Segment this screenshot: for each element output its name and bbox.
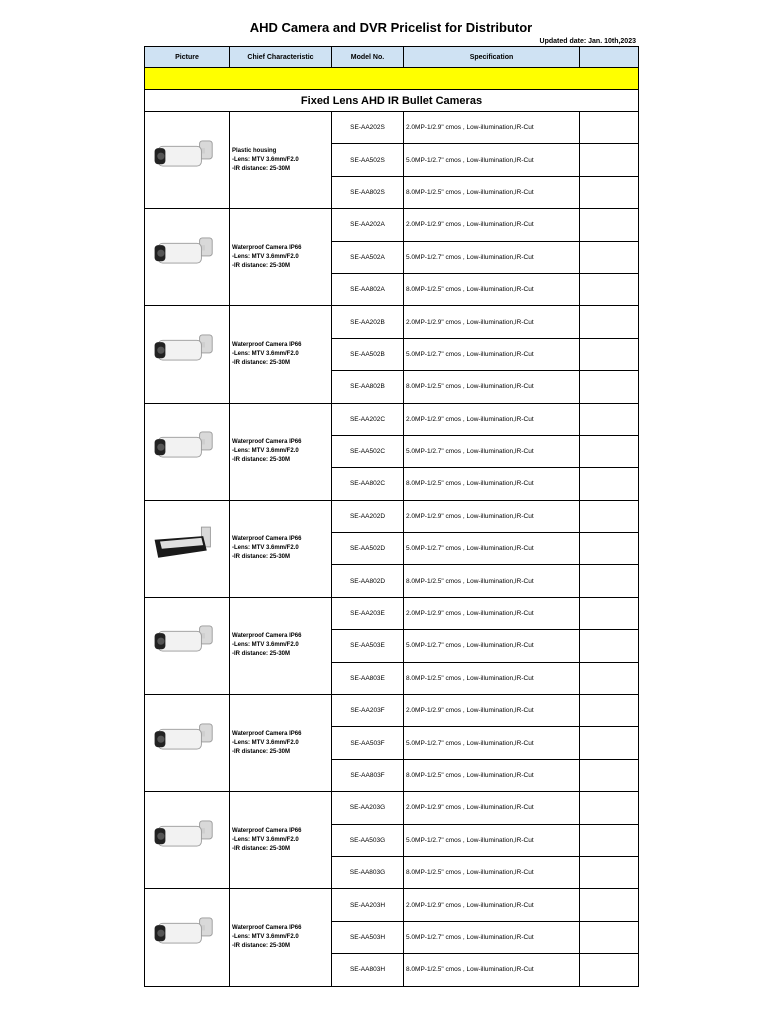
price-cell [580, 727, 639, 759]
price-cell [580, 403, 639, 435]
price-cell [580, 273, 639, 305]
highlight-row [145, 68, 639, 90]
specification: 5.0MP-1/2.7" cmos , Low-illumination,IR-Cut [404, 727, 580, 759]
model-number: SE-AA503H [332, 921, 404, 953]
price-cell [580, 209, 639, 241]
model-number: SE-AA202B [332, 306, 404, 338]
chief-characteristic [230, 306, 332, 403]
table-row [145, 306, 639, 338]
model-number: SE-AA502A [332, 241, 404, 273]
product-picture [145, 597, 230, 694]
model-number: SE-AA802S [332, 176, 404, 208]
specification: 5.0MP-1/2.7" cmos , Low-illumination,IR-Cut [404, 921, 580, 953]
price-cell [580, 112, 639, 144]
price-cell [580, 176, 639, 208]
specification: 8.0MP-1/2.5" cmos , Low-illumination,IR-Cut [404, 273, 580, 305]
price-cell [580, 338, 639, 370]
model-number: SE-AA202C [332, 403, 404, 435]
model-number: SE-AA502S [332, 144, 404, 176]
chief-characteristic [230, 889, 332, 986]
model-number: SE-AA802A [332, 273, 404, 305]
header-row [145, 47, 639, 68]
characteristic-line: Waterproof Camera IP66 [232, 244, 302, 251]
chief-characteristic [230, 209, 332, 306]
col-picture: Picture [145, 47, 230, 68]
model-number: SE-AA802B [332, 371, 404, 403]
price-cell [580, 435, 639, 467]
characteristic-line: -IR distance: 25-30M [232, 359, 291, 366]
specification: 2.0MP-1/2.9" cmos , Low-illumination,IR-Cut [404, 209, 580, 241]
characteristic-line: -Lens: MTV 3.6mm/F2.0 [232, 253, 299, 260]
price-cell [580, 306, 639, 338]
chief-characteristic [230, 695, 332, 792]
plastic-bullet-camera-icon [151, 135, 223, 181]
chief-characteristic [230, 112, 332, 209]
price-cell [580, 921, 639, 953]
specification: 8.0MP-1/2.5" cmos , Low-illumination,IR-Cut [404, 468, 580, 500]
characteristic-line: Waterproof Camera IP66 [232, 341, 302, 348]
model-number: SE-AA803G [332, 856, 404, 888]
white-bullet-camera-icon [151, 232, 223, 278]
chief-characteristic [230, 500, 332, 597]
specification: 2.0MP-1/2.9" cmos , Low-illumination,IR-Cut [404, 889, 580, 921]
price-cell [580, 856, 639, 888]
characteristic-line: Waterproof Camera IP66 [232, 439, 302, 446]
price-cell [580, 824, 639, 856]
white-bullet-camera-icon [151, 329, 223, 375]
characteristic-line: -IR distance: 25-30M [232, 651, 291, 658]
characteristic-line: -IR distance: 25-30M [232, 262, 291, 269]
specification: 8.0MP-1/2.5" cmos , Low-illumination,IR-Cut [404, 856, 580, 888]
characteristic-line: Waterproof Camera IP66 [232, 827, 302, 834]
table-row [145, 112, 639, 144]
col-model-no: Model No. [332, 47, 404, 68]
specification: 5.0MP-1/2.7" cmos , Low-illumination,IR-Cut [404, 533, 580, 565]
model-number: SE-AA502B [332, 338, 404, 370]
characteristic-line: -IR distance: 25-30M [232, 165, 291, 172]
characteristic-line: -IR distance: 25-30M [232, 748, 291, 755]
price-cell [580, 759, 639, 791]
model-number: SE-AA202D [332, 500, 404, 532]
specification: 2.0MP-1/2.9" cmos , Low-illumination,IR-Cut [404, 792, 580, 824]
price-cell [580, 468, 639, 500]
model-number: SE-AA502C [332, 435, 404, 467]
model-number: SE-AA802C [332, 468, 404, 500]
product-picture [145, 500, 230, 597]
model-number: SE-AA202S [332, 112, 404, 144]
price-cell [580, 597, 639, 629]
col-specification: Specification [404, 47, 580, 68]
specification: 8.0MP-1/2.5" cmos , Low-illumination,IR-Cut [404, 176, 580, 208]
characteristic-line: -IR distance: 25-30M [232, 457, 291, 464]
price-cell [580, 792, 639, 824]
white-bullet-camera-icon [151, 620, 223, 666]
characteristic-line: -IR distance: 25-30M [232, 942, 291, 949]
model-number: SE-AA203H [332, 889, 404, 921]
white-bullet-camera-icon [151, 426, 223, 472]
characteristic-line: Waterproof Camera IP66 [232, 924, 302, 931]
specification: 5.0MP-1/2.7" cmos , Low-illumination,IR-Cut [404, 435, 580, 467]
price-cell [580, 371, 639, 403]
specification: 5.0MP-1/2.7" cmos , Low-illumination,IR-Cut [404, 144, 580, 176]
specification: 8.0MP-1/2.5" cmos , Low-illumination,IR-Cut [404, 662, 580, 694]
price-cell [580, 662, 639, 694]
chief-characteristic [230, 403, 332, 500]
characteristic-line: -Lens: MTV 3.6mm/F2.0 [232, 545, 299, 552]
white-bullet-camera-icon [151, 815, 223, 861]
updated-date: Updated date: Jan. 10th,2023 [539, 38, 636, 45]
specification: 2.0MP-1/2.9" cmos , Low-illumination,IR-Cut [404, 500, 580, 532]
chief-characteristic [230, 597, 332, 694]
price-cell [580, 500, 639, 532]
specification: 2.0MP-1/2.9" cmos , Low-illumination,IR-Cut [404, 695, 580, 727]
characteristic-line: Waterproof Camera IP66 [232, 730, 302, 737]
specification: 5.0MP-1/2.7" cmos , Low-illumination,IR-Cut [404, 241, 580, 273]
characteristic-line: Plastic housing [232, 147, 277, 154]
table-row [145, 209, 639, 241]
table-row [145, 889, 639, 921]
model-number: SE-AA202A [332, 209, 404, 241]
price-cell [580, 144, 639, 176]
specification: 2.0MP-1/2.9" cmos , Low-illumination,IR-Cut [404, 112, 580, 144]
specification: 8.0MP-1/2.5" cmos , Low-illumination,IR-Cut [404, 759, 580, 791]
price-cell [580, 241, 639, 273]
section-row [145, 90, 639, 112]
col-chief-characteristic: Chief Characteristic [230, 47, 332, 68]
specification: 2.0MP-1/2.9" cmos , Low-illumination,IR-Cut [404, 597, 580, 629]
black-bullet-camera-icon [151, 523, 223, 569]
characteristic-line: -Lens: MTV 3.6mm/F2.0 [232, 448, 299, 455]
characteristic-line: -Lens: MTV 3.6mm/F2.0 [232, 739, 299, 746]
model-number: SE-AA803F [332, 759, 404, 791]
characteristic-line: -Lens: MTV 3.6mm/F2.0 [232, 156, 299, 163]
characteristic-line: -Lens: MTV 3.6mm/F2.0 [232, 933, 299, 940]
product-picture [145, 209, 230, 306]
model-number: SE-AA503F [332, 727, 404, 759]
price-cell [580, 630, 639, 662]
table-row [145, 500, 639, 532]
pricelist-table [144, 46, 639, 987]
model-number: SE-AA203F [332, 695, 404, 727]
specification: 5.0MP-1/2.7" cmos , Low-illumination,IR-Cut [404, 630, 580, 662]
model-number: SE-AA203G [332, 792, 404, 824]
table-row [145, 403, 639, 435]
chief-characteristic [230, 792, 332, 889]
specification: 8.0MP-1/2.5" cmos , Low-illumination,IR-Cut [404, 371, 580, 403]
product-picture [145, 403, 230, 500]
table-row [145, 792, 639, 824]
specification: 5.0MP-1/2.7" cmos , Low-illumination,IR-Cut [404, 824, 580, 856]
page-title: AHD Camera and DVR Pricelist for Distributor [249, 20, 533, 35]
characteristic-line: -Lens: MTV 3.6mm/F2.0 [232, 836, 299, 843]
characteristic-line: -IR distance: 25-30M [232, 554, 291, 561]
table-row [145, 597, 639, 629]
price-cell [580, 954, 639, 986]
price-cell [580, 533, 639, 565]
specification: 5.0MP-1/2.7" cmos , Low-illumination,IR-Cut [404, 338, 580, 370]
characteristic-line: -Lens: MTV 3.6mm/F2.0 [232, 642, 299, 649]
white-bullet-camera-icon [151, 912, 223, 958]
specification: 2.0MP-1/2.9" cmos , Low-illumination,IR-Cut [404, 403, 580, 435]
model-number: SE-AA203E [332, 597, 404, 629]
product-picture [145, 695, 230, 792]
model-number: SE-AA803E [332, 662, 404, 694]
characteristic-line: Waterproof Camera IP66 [232, 536, 302, 543]
specification: 8.0MP-1/2.5" cmos , Low-illumination,IR-Cut [404, 565, 580, 597]
price-cell [580, 565, 639, 597]
product-picture [145, 889, 230, 986]
product-picture [145, 112, 230, 209]
characteristic-line: -Lens: MTV 3.6mm/F2.0 [232, 350, 299, 357]
characteristic-line: -IR distance: 25-30M [232, 845, 291, 852]
model-number: SE-AA803H [332, 954, 404, 986]
product-picture [145, 792, 230, 889]
model-number: SE-AA502D [332, 533, 404, 565]
table-row [145, 695, 639, 727]
model-number: SE-AA503E [332, 630, 404, 662]
section-title: Fixed Lens AHD IR Bullet Cameras [145, 90, 639, 112]
price-cell [580, 889, 639, 921]
product-picture [145, 306, 230, 403]
specification: 8.0MP-1/2.5" cmos , Low-illumination,IR-Cut [404, 954, 580, 986]
price-cell [580, 695, 639, 727]
white-bullet-camera-icon [151, 718, 223, 764]
col-price [580, 47, 639, 68]
specification: 2.0MP-1/2.9" cmos , Low-illumination,IR-Cut [404, 306, 580, 338]
model-number: SE-AA503G [332, 824, 404, 856]
characteristic-line: Waterproof Camera IP66 [232, 633, 302, 640]
model-number: SE-AA802D [332, 565, 404, 597]
